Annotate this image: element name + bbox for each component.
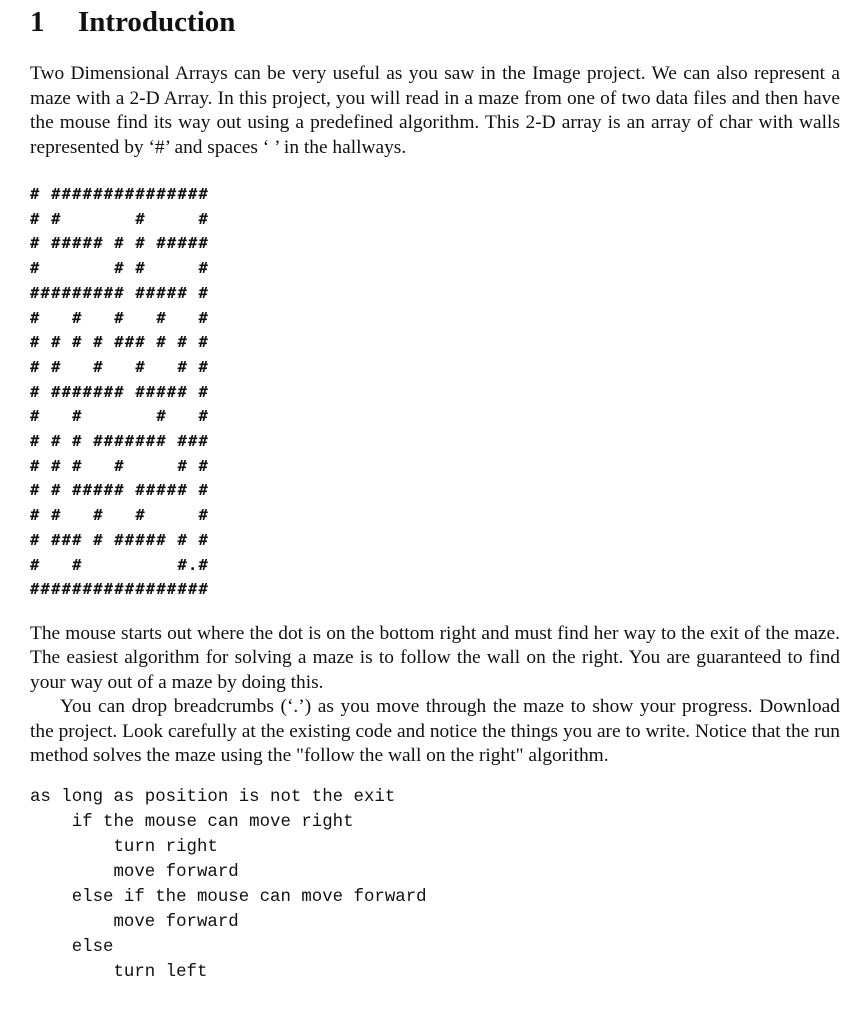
code-line: move forward <box>30 862 239 882</box>
breadcrumbs-paragraph: You can drop breadcrumbs (‘.’) as you move through the maze to show your progress. Download the project. Look carefully at the existing code and notice the things you are to write. Notice that the run method solves the maze using the "follow the wall on the right" algorithm. <box>30 696 840 767</box>
code-line: turn right <box>30 837 218 857</box>
maze-row: # # # # # <box>30 506 210 525</box>
maze-listing <box>30 182 840 602</box>
code-line: turn left <box>30 962 208 982</box>
maze-row: ################# <box>30 580 210 599</box>
maze-row: # ### # ##### # # <box>30 530 210 549</box>
maze-row: # # # # <box>30 407 210 426</box>
maze-row: # # # # ### # # # <box>30 333 210 352</box>
section-heading <box>30 0 840 44</box>
code-line: if the mouse can move right <box>30 812 354 832</box>
code-line: else if the mouse can move forward <box>30 887 427 907</box>
maze-row: # # ##### ##### # <box>30 481 210 500</box>
code-line: move forward <box>30 912 239 932</box>
maze-row: # # # # # # <box>30 357 210 376</box>
maze-row: # ####### ##### # <box>30 382 210 401</box>
mouse-paragraph: The mouse starts out where the dot is on the bottom right and must find her way to the exit of the maze. The easiest algorithm for solving a maze is to follow the wall on the right. You are guaranteed to find your way out of a maze by doing this. <box>30 622 840 693</box>
maze-row: ######### ##### # <box>30 283 210 302</box>
maze-row: # # # # <box>30 209 210 228</box>
section-title: Introduction <box>78 6 236 38</box>
maze-row: # # # # # <box>30 308 210 327</box>
code-line: as long as position is not the exit <box>30 787 396 807</box>
code-line: else <box>30 937 114 957</box>
maze-row: # ############### <box>30 185 210 203</box>
maze-row: # # # # <box>30 259 210 278</box>
intro-paragraph: Two Dimensional Arrays can be very useful as you saw in the Image project. We can also represent a maze with a 2-D Array. In this project, you will read in a maze from one of two data files and then have the mouse find its way out using a predefined algorithm. This 2-D array is an array of char with walls represented by ‘#’ and spaces ‘ ’ in the hallways. <box>30 63 840 158</box>
maze-row: # # # ####### ### <box>30 432 210 451</box>
maze-row: # # # # # # <box>30 456 210 475</box>
maze-row: # ##### # # ##### <box>30 234 210 253</box>
section-number: 1 <box>30 6 45 38</box>
algorithm-pseudocode <box>30 785 840 985</box>
maze-row: # # #.# <box>30 555 210 574</box>
